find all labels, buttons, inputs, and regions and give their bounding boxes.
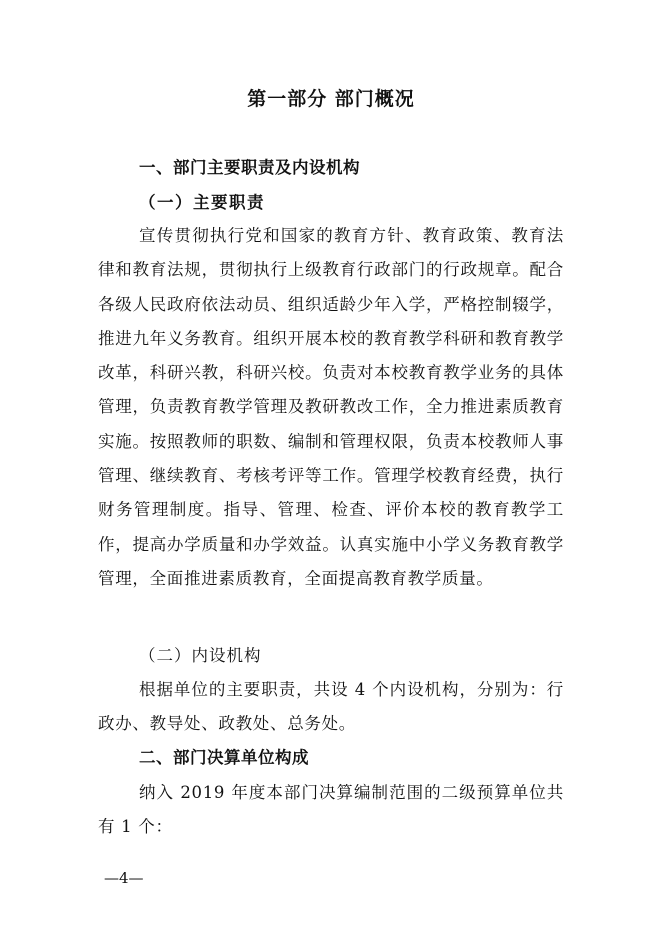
page-title: 第一部分 部门概况 <box>247 88 415 110</box>
page-number: —4— <box>104 869 144 887</box>
paragraph-internal-units: 根据单位的主要职责，共设 4 个内设机构，分别为：行政办、教导处、政教处、总务处。 <box>98 680 564 734</box>
paragraph-unit-composition: 纳入 2019 年度本部门决算编制范围的二级预算单位共有 1 个： <box>98 783 564 837</box>
subsection-heading-internal-units: （二）内设机构 <box>139 646 262 665</box>
section-heading-duties: 一、部门主要职责及内设机构 <box>139 158 360 177</box>
subsection-heading-main-duties: （一）主要职责 <box>139 193 265 212</box>
paragraph-main-duties: 宣传贯彻执行党和国家的教育方针、教育政策、教育法律和教育法规，贯彻执行上级教育行政部门的行政规章。配合各级人民政府依法动员、组织适龄少年入学，严格控制辍学，推进九年义务教育。组织开展本校的教育教学科研和教育教学改革，科研兴教，科研兴校。负责对本校教育教学业务的具体管理，负责教育教学管理及教研教改工作，全力推进素质教育实施。按照教师的职数、编制和管理权限，负责本校教师人事管理、继续教育、考核考评等工作。管理学校教育经费，执行财务管理制度。指导、管理、检查、评价本校的教育教学工作，提高办学质量和办学效益。认真实施中小学义务教育教学管理，全面推进素质教育，全面提高教育教学质量。 <box>98 226 564 588</box>
section-heading-unit-composition: 二、部门决算单位构成 <box>139 748 309 767</box>
